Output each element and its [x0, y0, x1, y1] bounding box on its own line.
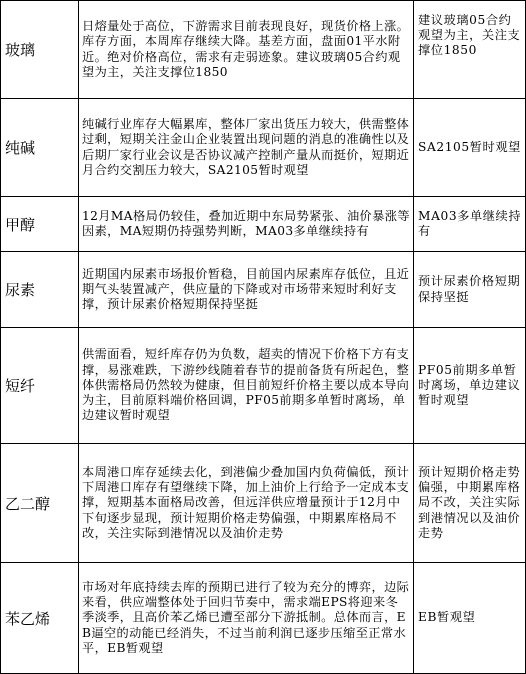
commodity-analysis: 市场对年底持续去库的预期已进行了较为充分的博弈，边际来看，供应端整体处于回归节奏中，需求端EPS将迎来冬季淡季，且高价苯乙烯已遭至部分下游抵制。总体而言，EB逼空的动能已经消失，不过当前利润已逐步压缩至正常水平，EB暂观望 [79, 563, 414, 674]
commodity-analysis: 纯碱行业库存大幅累库，整体厂家出货压力较大，供需整体过剩，短期关注金山企业装置出现问题的消息的准确性以及后期厂家行业会议是否协议减产控制产量从而挺价，短期近月合约交割压力较大，SA2105暂时观望 [79, 99, 414, 197]
commodity-name: 尿素 [1, 252, 79, 328]
commodity-analysis: 12月MA格局仍较佳，叠加近期中东局势紧张、油价暴涨等因素，MA短期仍持强势判断，MA03多单继续持有 [79, 197, 414, 252]
commodity-analysis: 近期国内尿素市场报价暂稳，目前国内尿素库存低位，且近期气头装置减产，供应量的下降或对市场带来短时利好支撑，预计尿素价格短期保持坚挺 [79, 252, 414, 328]
commodity-view: MA03多单继续持有 [414, 197, 526, 252]
commodity-name: 玻璃 [1, 1, 79, 99]
table-row [1, 328, 526, 444]
commodity-view: 预计尿素价格短期保持坚挺 [414, 252, 526, 328]
table-row [1, 444, 526, 563]
commodity-analysis: 本周港口库存延续去化，到港偏少叠加国内负荷偏低，预计下周港口库存有望继续下降，加上油价上行给予一定成本支撑，短期基本面格局改善，但远洋供应增量预计于12月中下旬逐步显现，预计短期价格走势偏强，中期累库格局不改，关注实际到港情况以及油价走势 [79, 444, 414, 563]
commodity-name: 甲醇 [1, 197, 79, 252]
commodity-view: 建议玻璃05合约观望为主，关注支撑位1850 [414, 1, 526, 99]
commodity-name: 乙二醇 [1, 444, 79, 563]
commodity-name: 苯乙烯 [1, 563, 79, 674]
commodity-view: PF05前期多单暂时离场，单边建议暂时观望 [414, 328, 526, 444]
commodity-view: 预计短期价格走势偏强，中期累库格局不改，关注实际到港情况以及油价走势 [414, 444, 526, 563]
table-row [1, 563, 526, 674]
table-row [1, 99, 526, 197]
commodity-analysis: 日熔量处于高位，下游需求目前表现良好，现货价格上涨。库存方面，本周库存继续大降。基差方面，盘面01平水附近。绝对价格高位，需求有走弱迹象。建议玻璃05合约观望为主，关注支撑位1850 [79, 1, 414, 99]
table-row [1, 197, 526, 252]
commodity-view: EB暂观望 [414, 563, 526, 674]
commodity-analysis: 供需面看，短纤库存仍为负数，超卖的情况下价格下方有支撑，易涨难跌，下游纱线随着春节的提前备货有所起色，整体供需格局仍然较为健康，但目前短纤价格主要以成本导向为主，目前原料端价格回调，PF05前期多单暂时离场，单边建议暂时观望 [79, 328, 414, 444]
table-row [1, 252, 526, 328]
table-row [1, 1, 526, 99]
commodity-name: 纯碱 [1, 99, 79, 197]
commodity-view: SA2105暂时观望 [414, 99, 526, 197]
commodity-name: 短纤 [1, 328, 79, 444]
